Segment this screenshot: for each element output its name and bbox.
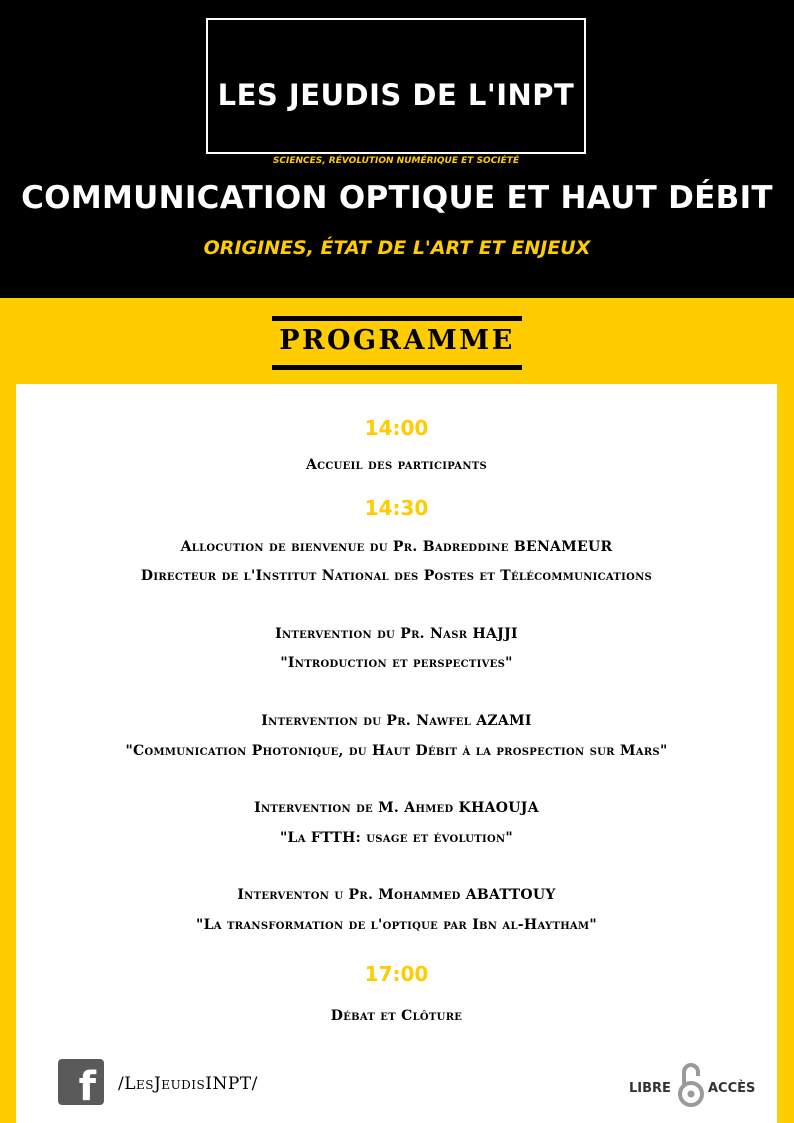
programme-line: Intervention du Pr. Nawfel AZAMI: [261, 713, 532, 729]
subtitle: ORIGINES, ÉTAT DE L'ART ET ENJEUX: [203, 237, 591, 259]
open-lock-icon: [677, 1060, 705, 1108]
programme-line: "Communication Photonique, du Haut Débit à la prospection sur Mars": [125, 743, 668, 759]
programme-line: "Introduction et perspectives": [280, 655, 513, 671]
header-banner: [0, 0, 794, 298]
facebook-icon[interactable]: f: [58, 1059, 104, 1105]
tagline-text: SCIENCES, RÉVOLUTION NUMÉRIQUE ET SOCIÉTÉ: [267, 156, 525, 166]
tagline: [206, 148, 586, 167]
main-title: COMMUNICATION OPTIQUE ET HAUT DÉBIT: [21, 180, 773, 216]
programme-line: Accueil des participants: [305, 457, 488, 473]
open-access-left-text: LIBRE: [629, 1081, 671, 1096]
programme-line: Directeur de l'Institut National des Postes et Télécommunications: [140, 568, 653, 584]
open-access-right-text: ACCÈS: [708, 1081, 756, 1096]
programme-line: Intervention de M. Ahmed KHAOUJA: [254, 800, 539, 816]
time-slot: 17:00: [364, 962, 429, 986]
programme-line: Débat et Clôture: [330, 1008, 463, 1024]
programme-line: Allocution de bienvenue du Pr. Badreddine BENAMEUR: [180, 539, 613, 555]
programme-line: Intervention du Pr. Nasr HAJJI: [275, 626, 518, 642]
facebook-handle[interactable]: /LesJeudisINPT/: [118, 1074, 258, 1094]
programme-card: [16, 384, 777, 1123]
programme-line: Interventon u Pr. Mohammed ABATTOUY: [237, 887, 556, 903]
series-title-box: [206, 18, 586, 154]
programme-label: PROGRAMME: [272, 316, 522, 370]
open-access-logo: [626, 1060, 766, 1110]
programme-line: "La transformation de l'optique par Ibn al-Haytham": [196, 917, 597, 933]
time-slot: 14:00: [364, 416, 429, 440]
programme-line: "La FTTH: usage et évolution": [279, 830, 514, 846]
series-title: LES JEUDIS DE L'INPT: [217, 78, 575, 112]
time-slot: 14:30: [364, 496, 429, 520]
